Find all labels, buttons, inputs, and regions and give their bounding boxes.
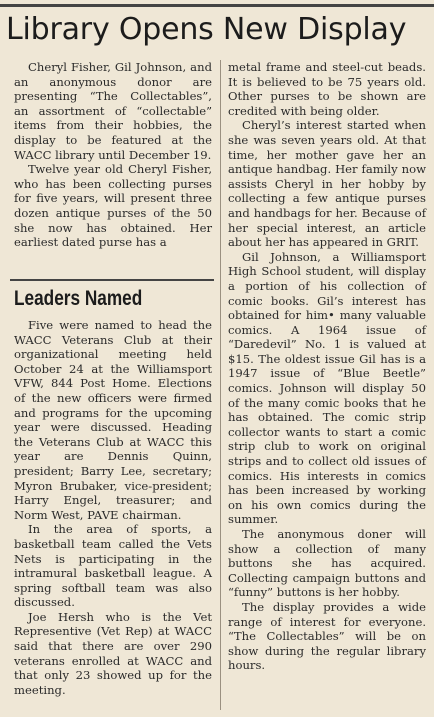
library-paragraph-anonymous: The anonymous doner will show a collection of many buttons she has acquired. Collecting campaign buttons and “funny” buttons is her hobby.	[228, 527, 426, 600]
leaders-paragraph-1: Five were named to head the WACC Veterans Club at their organizational meeting held October 24 at the Williamsport VFW, 844 Post Home. Elections of the new officers were firmed and programs for the upcoming year were discussed. Heading the Veterans Club at WACC this year are Dennis Quinn, president; Barry Lee, secretary; Myron Brubaker, vice-president; Harry Engel, treasurer; and Norm West, PAVE chairman.	[14, 318, 212, 522]
headline-leaders-named: Leaders Named	[14, 287, 143, 310]
leaders-article-column	[14, 318, 212, 697]
leaders-paragraph-2: In the area of sports, a basketball team called the Vets Nets is participating in the intramural basketball league. A spring softball team was also discussed.	[14, 522, 212, 610]
section-divider-rule	[10, 279, 214, 281]
leaders-paragraph-3: Joe Hersh who is the Vet Representive (Vet Rep) at WACC said that there are over 290 veterans enrolled at WACC and that only 23 showed up for the meeting.	[14, 609, 212, 697]
library-paragraph-1: Cheryl Fisher, Gil Johnson, and an anonymous donor are presenting “The Collectables”, an assortment of “collectable” items from their hobbies, the display to be featured at the WACC library until December 19.	[14, 60, 212, 162]
library-paragraph-closing: The display provides a wide range of interest for everyone. “The Collectables” will be on show during the regular library hours.	[228, 599, 426, 673]
library-paragraph-cheryl: Cheryl’s interest started when she was seven years old. At that time, her mother gave her an antique handbag. Her family now assists Cheryl in her hobby by collecting a few antique purses and handbags for her. Because of her special interest, an article about her has appeared in GRIT.	[228, 118, 426, 250]
top-rule	[0, 4, 434, 7]
library-article-left-column	[14, 60, 212, 250]
headline-library-display: Library Opens New Display	[6, 12, 407, 47]
library-paragraph-continued: metal frame and steel-cut beads. It is believed to be 75 years old. Other purses to be shown are credited with being older.	[228, 60, 426, 118]
library-paragraph-2: Twelve year old Cheryl Fisher, who has been collecting purses for five years, will present three dozen antique purses of the 50 she now has obtained. Her earliest dated purse has a	[14, 162, 212, 250]
library-paragraph-gil: Gil Johnson, a Williamsport High School student, will display a portion of his collection of comic books. Gil’s interest has obtained for him• many valuable comics. A 1964 issue of “Daredevil” No. 1 is valued at $15. The oldest issue Gil has is a 1947 issue of “Blue Beetle” comics. Johnson will display 50 of the many comic books that he has obtained. The comic strip collector wants to start a comic strip club to work on original strips and to collect old issues of comics. His interests in comics has been increased by working on his own comics during the summer.	[228, 249, 426, 527]
library-article-right-column	[228, 60, 426, 673]
column-divider	[220, 60, 221, 710]
